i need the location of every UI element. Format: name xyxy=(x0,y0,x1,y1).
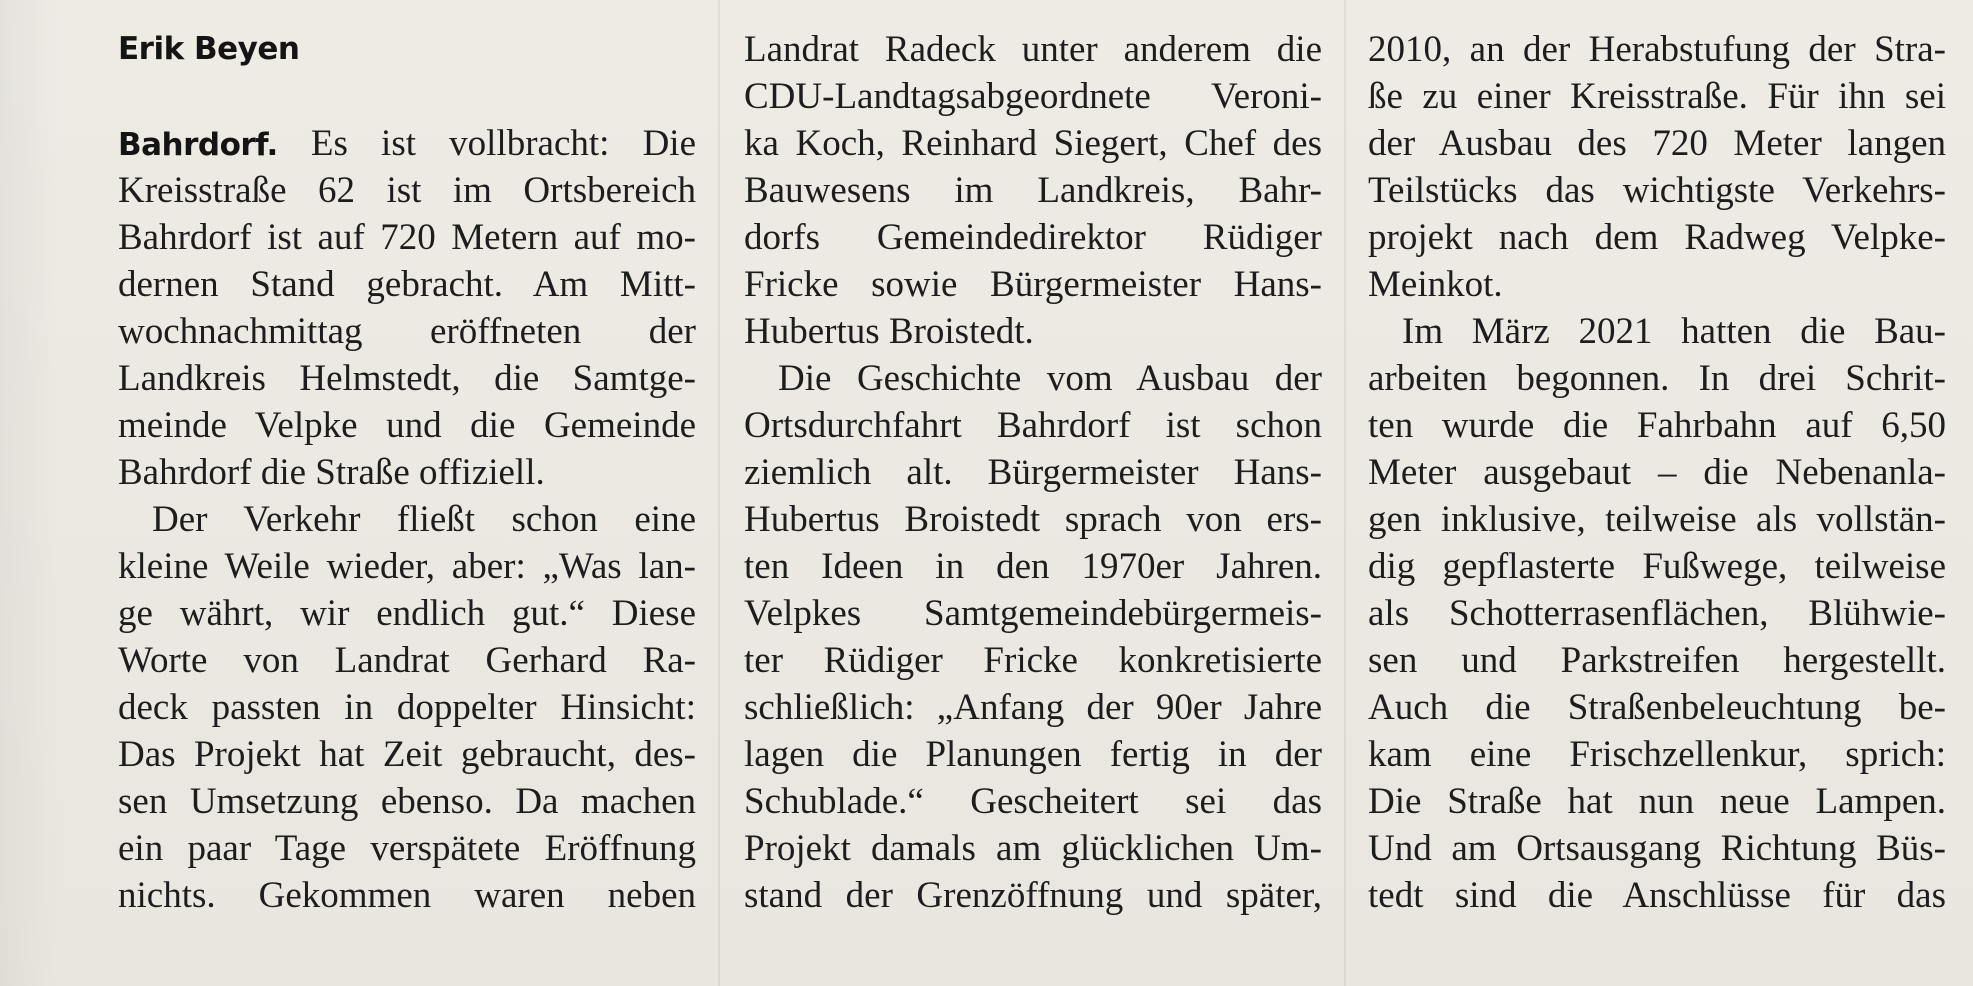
article-line: wochnachmittag eröffneten der xyxy=(118,311,696,352)
article-line: ein paar Tage verspätete Eröffnung xyxy=(118,828,696,869)
article-line: Teilstücks das wichtigste Verkehrs- xyxy=(1368,170,1946,211)
article-line: Der Verkehr fließt schon eine xyxy=(152,499,696,540)
article-line: Ortsdurchfahrt Bahrdorf ist schon xyxy=(744,405,1322,446)
article-column-2 xyxy=(744,26,1322,919)
article-line: Die Geschichte vom Ausbau der xyxy=(778,358,1322,399)
article-line: Auch die Straßenbeleuchtung be- xyxy=(1368,687,1946,728)
article-line: stand der Grenzöffnung und später, xyxy=(744,875,1322,916)
article-line: Kreisstraße 62 ist im Ortsbereich xyxy=(118,170,696,211)
article-line: Die Straße hat nun neue Lampen. xyxy=(1368,781,1946,822)
article-line: ße zu einer Kreisstraße. Für ihn sei xyxy=(1368,76,1946,117)
article-line: Hubertus Broistedt sprach von ers- xyxy=(744,499,1322,540)
article-line: ten Ideen in den 1970er Jahren. xyxy=(744,546,1322,587)
article-line: sen Umsetzung ebenso. Da machen xyxy=(118,781,696,822)
article-line: projekt nach dem Radweg Velpke- xyxy=(1368,217,1946,258)
byline-spacer xyxy=(118,73,696,120)
article-line: Landkreis Helmstedt, die Samtge- xyxy=(118,358,696,399)
article-line: Und am Ortsausgang Richtung Büs- xyxy=(1368,828,1946,869)
article-line: kleine Weile wieder, aber: „Was lan- xyxy=(118,546,696,587)
article-line: CDU-Landtagsabgeordnete Veroni- xyxy=(744,76,1322,117)
article-line: ten wurde die Fahrbahn auf 6,50 xyxy=(1368,405,1946,446)
article-line: 2010, an der Herabstufung der Stra- xyxy=(1368,29,1946,70)
article-line: als Schotterrasenflächen, Blühwie- xyxy=(1368,593,1946,634)
article-line: Hubertus Broistedt. xyxy=(744,311,1034,352)
article-line: Projekt damals am glücklichen Um- xyxy=(744,828,1322,869)
article-line: ziemlich alt. Bürgermeister Hans- xyxy=(744,452,1322,493)
article-line: der Ausbau des 720 Meter langen xyxy=(1368,123,1946,164)
article-line: dorfs Gemeindedirektor Rüdiger xyxy=(744,217,1322,258)
article-column-1 xyxy=(118,26,696,919)
article-line: Velpkes Samtgemeindebürgermeis- xyxy=(744,593,1322,634)
article-line: Bahrdorf ist auf 720 Metern auf mo- xyxy=(118,217,696,258)
article-line: Im März 2021 hatten die Bau- xyxy=(1402,311,1946,352)
article-line: meinde Velpke und die Gemeinde xyxy=(118,405,696,446)
article-line: dernen Stand gebracht. Am Mitt- xyxy=(118,264,696,305)
article-line: Meinkot. xyxy=(1368,264,1503,305)
article-line: Fricke sowie Bürgermeister Hans- xyxy=(744,264,1322,305)
article-line: sen und Parkstreifen hergestellt. xyxy=(1368,640,1946,681)
article-line: Bahrdorf die Straße offiziell. xyxy=(118,452,545,493)
dateline: Bahrdorf. xyxy=(118,127,278,163)
article-line: nichts. Gekommen waren neben xyxy=(118,875,696,916)
article-line: tedt sind die Anschlüsse für das xyxy=(1368,875,1946,916)
article-line: gen inklusive, teilweise als vollstän- xyxy=(1368,499,1946,540)
author-byline: Erik Beyen xyxy=(118,31,300,67)
column-gutter xyxy=(1344,0,1346,986)
article-line: Bauwesens im Landkreis, Bahr- xyxy=(744,170,1322,211)
article-column-3 xyxy=(1368,26,1946,919)
article-line: ka Koch, Reinhard Siegert, Chef des xyxy=(744,123,1322,164)
article-line: Bahrdorf. Es ist vollbracht: Die xyxy=(118,123,696,164)
article-line: deck passten in doppelter Hinsicht: xyxy=(118,687,696,728)
column-gutter xyxy=(718,0,720,986)
article-line: dig gepflasterte Fußwege, teilweise xyxy=(1368,546,1946,587)
article-line: Worte von Landrat Gerhard Ra- xyxy=(118,640,696,681)
article-line: lagen die Planungen fertig in der xyxy=(744,734,1322,775)
article-line: kam eine Frischzellenkur, sprich: xyxy=(1368,734,1946,775)
article-line: Schublade.“ Gescheitert sei das xyxy=(744,781,1322,822)
article-line: arbeiten begonnen. In drei Schrit- xyxy=(1368,358,1946,399)
article-line: schließlich: „Anfang der 90er Jahre xyxy=(744,687,1322,728)
article-line: ge währt, wir endlich gut.“ Diese xyxy=(118,593,696,634)
article-line: Meter ausgebaut – die Nebenanla- xyxy=(1368,452,1946,493)
article-line: Das Projekt hat Zeit gebraucht, des- xyxy=(118,734,696,775)
article-line: ter Rüdiger Fricke konkretisierte xyxy=(744,640,1322,681)
article-line: Landrat Radeck unter anderem die xyxy=(744,29,1322,70)
